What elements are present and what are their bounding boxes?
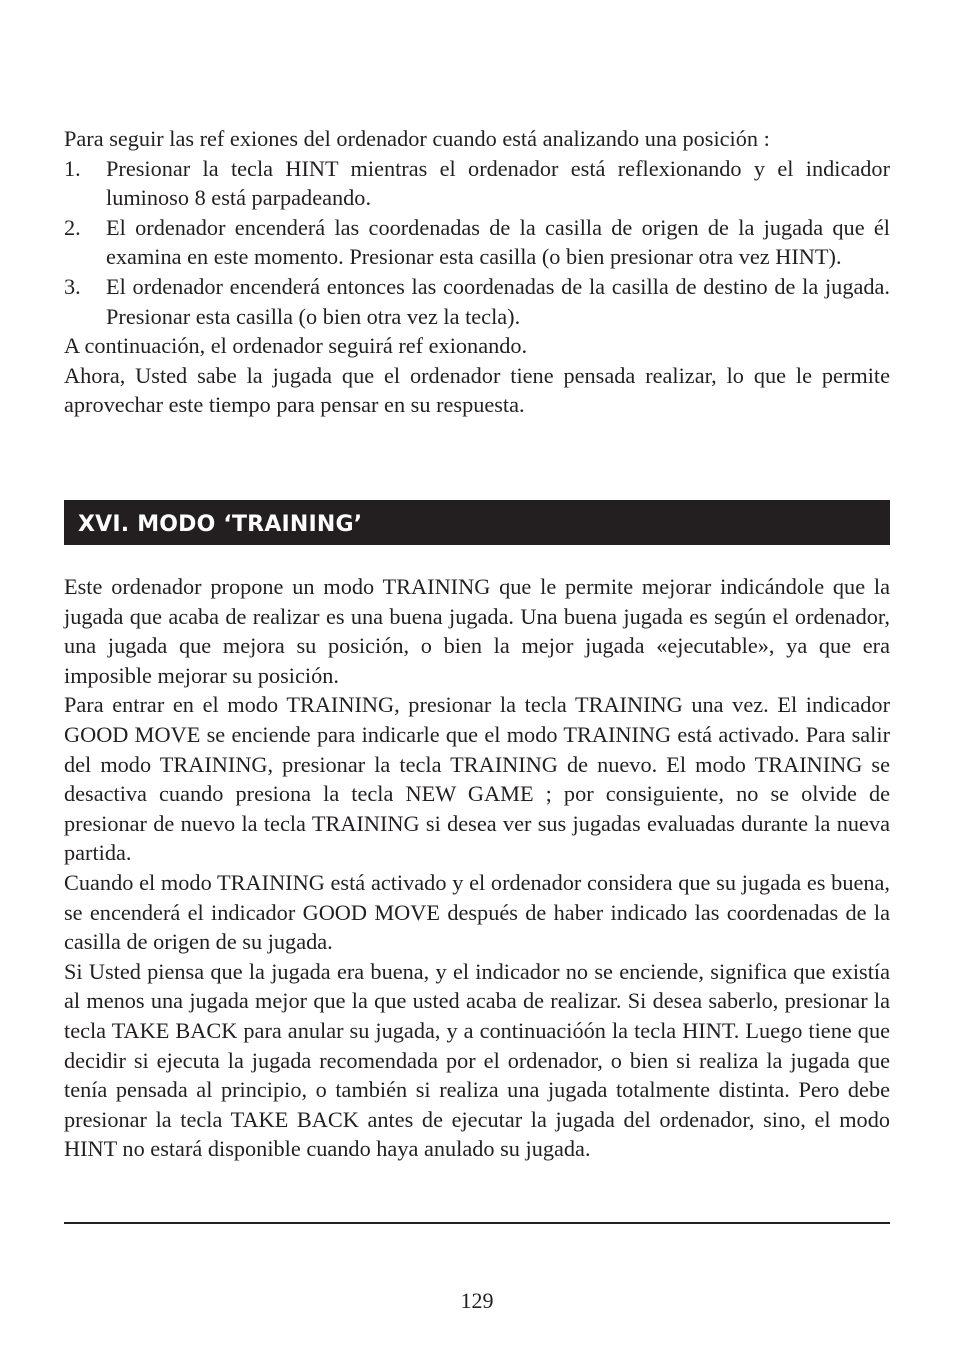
body-paragraph: Si Usted piensa que la jugada era buena, y el indicador no se enciende, significa que existía al menos una jugada mejor que la que usted acaba de realizar. Si desea saberlo, presionar la tecla TAKE BACK para anular su jugada, y a continuacióón la tecla HINT. Luego tiene que decidir si ejecuta la jugada recomendada por el ordenador, o bien si realiza la jugada que tenía pensada al principio, o también si realiza una jugada totalmente distinta. Pero debe presionar la tecla TAKE BACK antes de ejecutar la jugada del ordenador, sino, el modo HINT no estará disponible cuando haya anulado su jugada.: [64, 958, 890, 1162]
intro-lead: Para seguir las ref exiones del ordenador cuando está analizando una posición :: [64, 126, 770, 151]
body-paragraph: Para entrar en el modo TRAINING, presionar la tecla TRAINING una vez. El indicador GOOD MOVE se enciende para indicarle que el modo TRAINING está activado. Para salir del modo TRAINING, presionar la tecla TRAINING de nuevo. El modo TRAINING se desactiva cuando presiona la tecla NEW GAME ; por consiguiente, no se olvide de presionar de nuevo la tecla TRAINING si desea ver sus jugadas evaluadas durante la nueva partida.: [64, 692, 890, 866]
list-item: [64, 272, 890, 331]
step-text: El ordenador encenderá las coordenadas de la casilla de origen de la jugada que él examina en este momento. Presionar esta casilla (o bien presionar otra vez HINT).: [106, 214, 890, 270]
step-number: 2.: [64, 214, 81, 240]
step-number: 3.: [64, 273, 81, 299]
step-number: 1.: [64, 155, 81, 181]
closing-paragraph: Ahora, Usted sabe la jugada que el ordenador tiene pensada realizar, lo que le permite aprovechar este tiempo para pensar en su respuesta.: [64, 362, 890, 418]
continuation-text: A continuación, el ordenador seguirá ref exionando.: [64, 333, 528, 359]
body-paragraph: Este ordenador propone un modo TRAINING que le permite mejorar indicándole que la jugada que acaba de realizar es una buena jugada. Una buena jugada es según el ordenador, una jugada que mejora su posición, o bien la mejor jugada «ejecutable», ya que era imposible mejorar su posición.: [64, 574, 890, 688]
section-body: [64, 572, 890, 1164]
section-heading: XVI. MODO ‘TRAINING’: [64, 500, 890, 545]
body-paragraph: Cuando el modo TRAINING está activado y el ordenador considera que su jugada es buena, se encenderá el indicador GOOD MOVE después de haber indicado las coordenadas de la casilla de origen de su jugada.: [64, 869, 890, 955]
steps-list: [64, 154, 890, 332]
intro-block: [64, 124, 890, 420]
footer-divider: [64, 1222, 890, 1224]
list-item: [64, 213, 890, 272]
page-number: 129: [460, 1288, 494, 1313]
step-text: Presionar la tecla HINT mientras el ordenador está reflexionando y el indicador luminoso 8 está parpadeando.: [106, 155, 890, 211]
list-item: [64, 154, 890, 213]
step-text: El ordenador encenderá entonces las coordenadas de la casilla de destino de la jugada. Presionar esta casilla (o bien otra vez la tecla).: [106, 273, 890, 329]
